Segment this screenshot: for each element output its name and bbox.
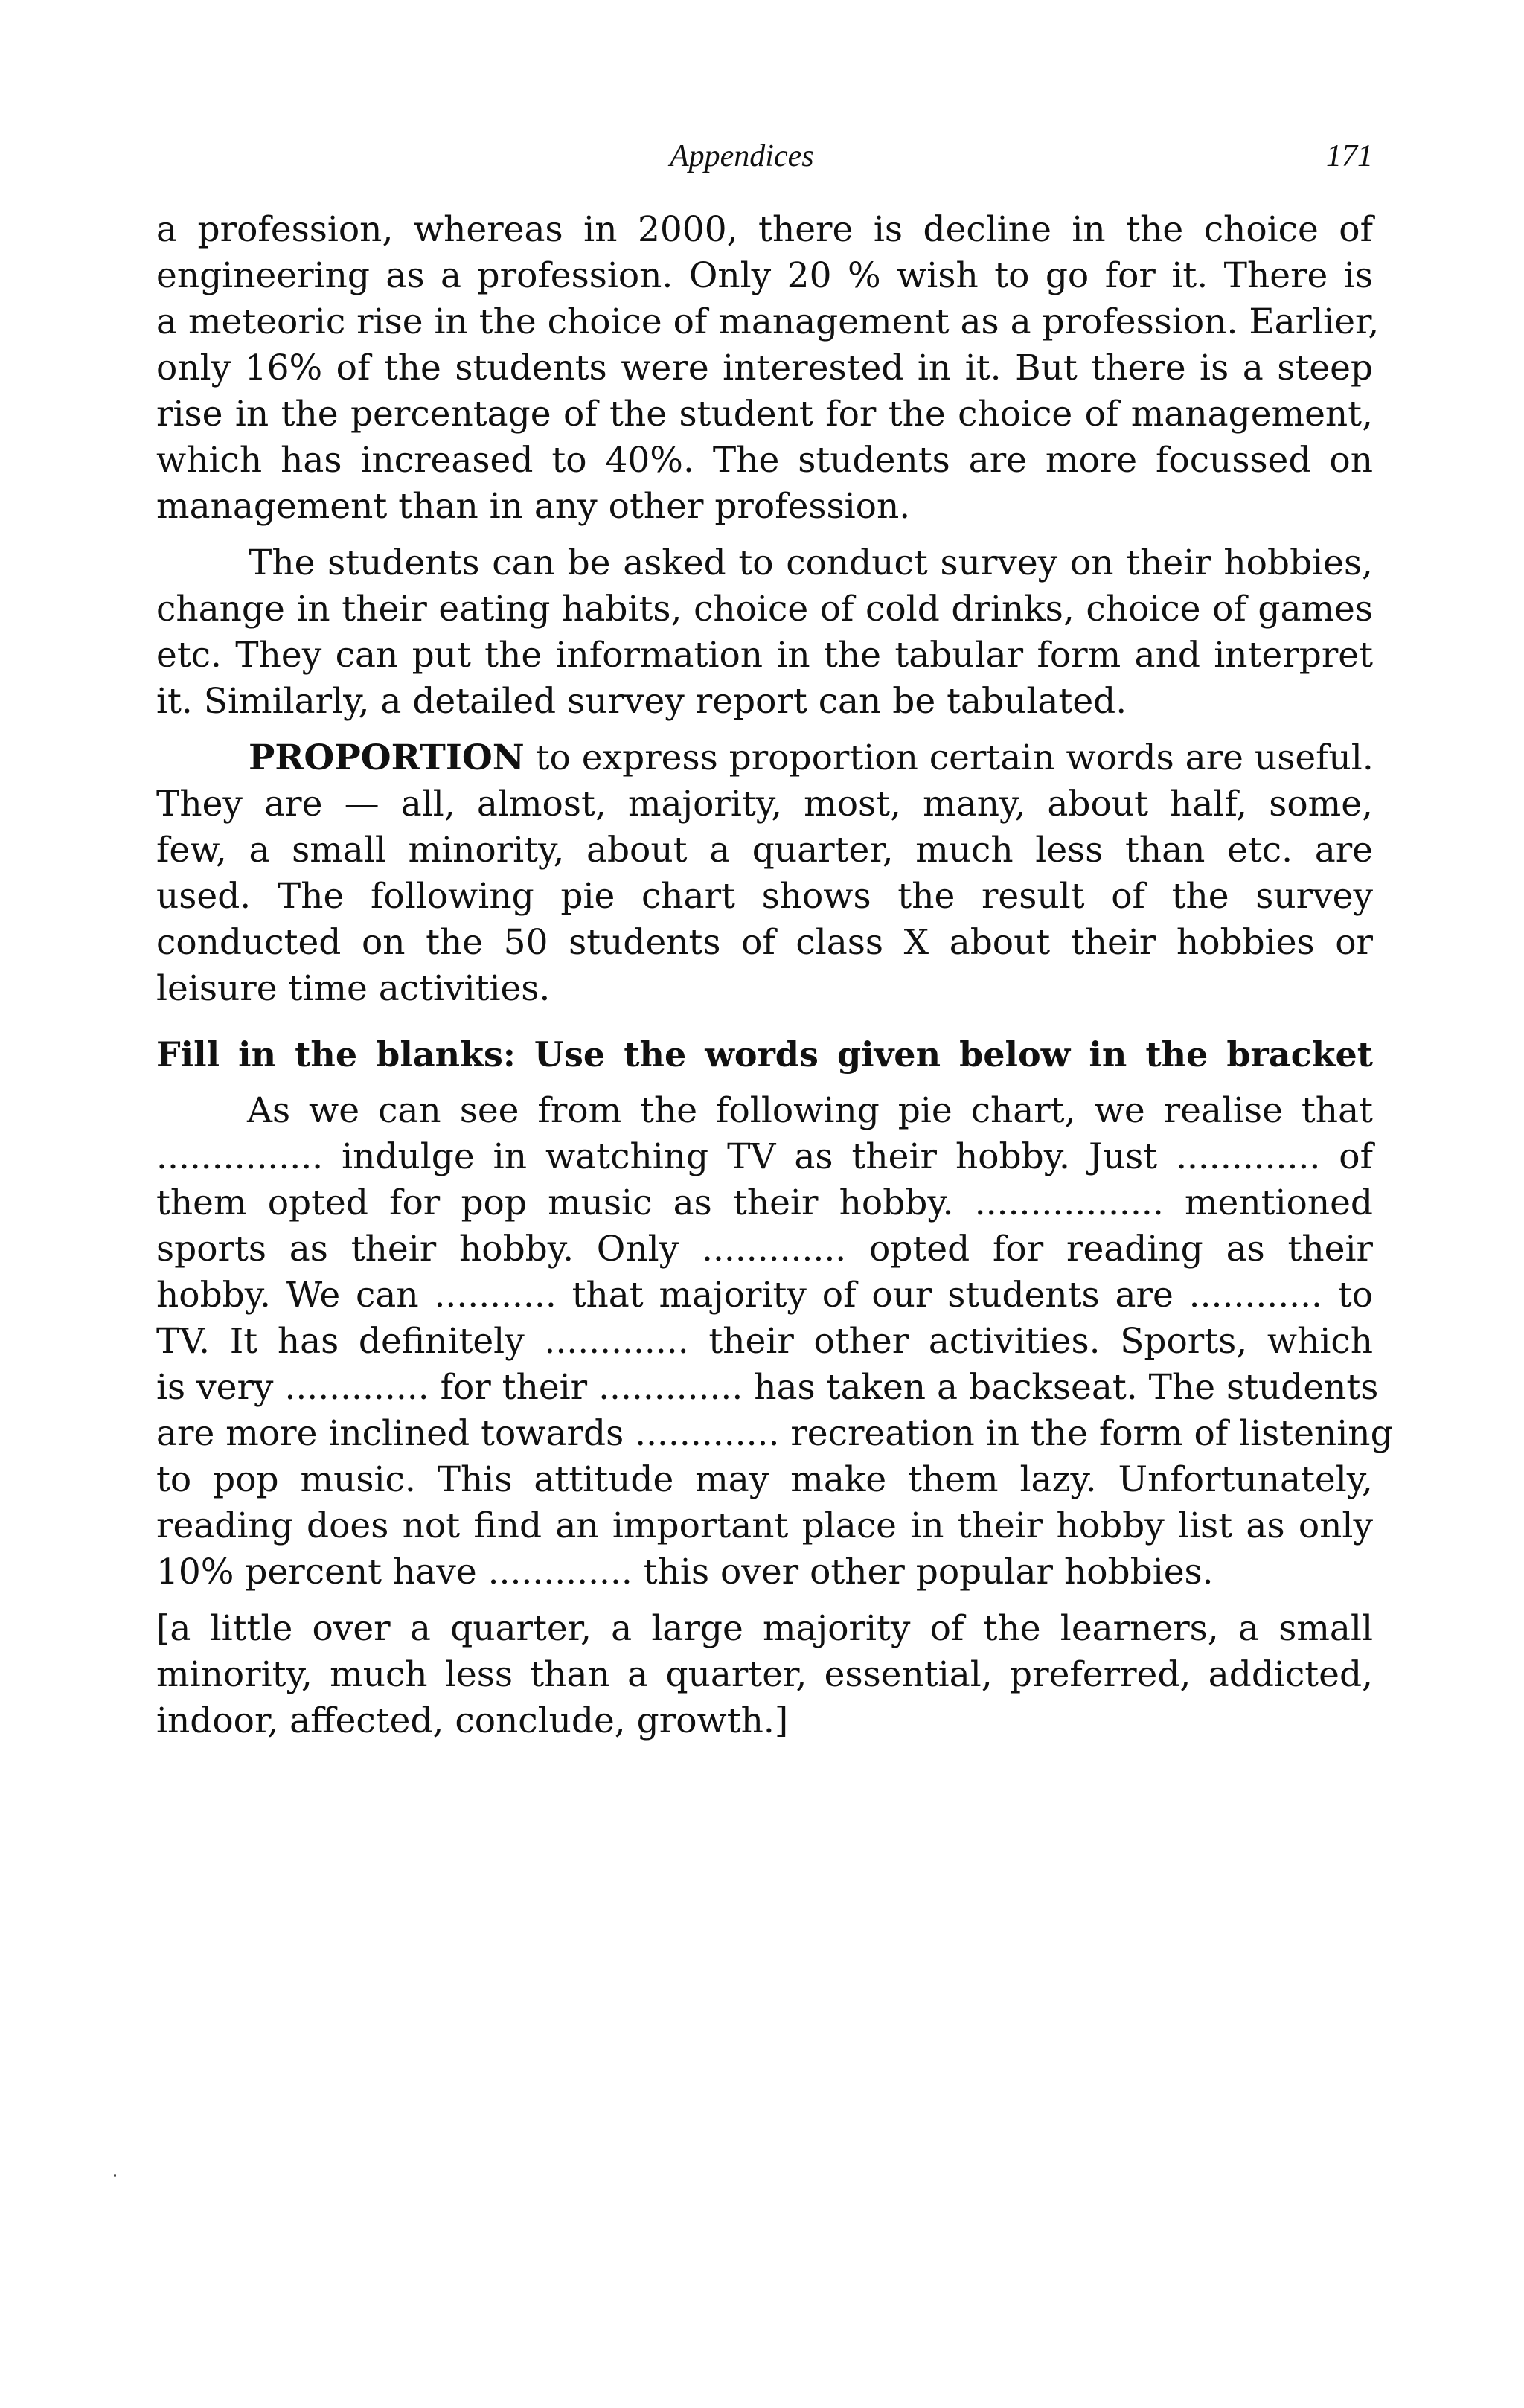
scan-speck	[114, 2174, 116, 2177]
text-line: etc. They can put the information in the tabular form and interpret	[156, 635, 1373, 676]
exercise-passage	[156, 1088, 1393, 1595]
text-line: The students can be asked to conduct survey on their hobbies,	[249, 542, 1373, 583]
paragraph-gap	[156, 530, 1373, 540]
text-line: They are — all, almost, majority, most, many, about half, some,	[156, 784, 1373, 824]
text-line: minority, much less than a quarter, essential, preferred, addicted,	[156, 1654, 1373, 1695]
text-line: a profession, whereas in 2000, there is decline in the choice of	[156, 209, 1373, 250]
text-line: As we can see from the following pie chart, we realise that	[247, 1090, 1373, 1131]
text-line: engineering as a profession. Only 20 % wish to go for it. There is	[156, 255, 1373, 296]
text-line: are more inclined towards ............. recreation in the form of listening	[156, 1413, 1393, 1454]
text-line: few, a small minority, about a quarter, much less than etc. are	[156, 830, 1373, 871]
text-line: ............... indulge in watching TV as their hobby. Just ............. of	[156, 1136, 1373, 1177]
text-line: to pop music. This attitude may make them lazy. Unfortunately,	[156, 1459, 1373, 1500]
paragraph-gap	[156, 1012, 1373, 1031]
text-line: them opted for pop music as their hobby. ................. mentioned	[156, 1182, 1373, 1223]
text-line	[156, 735, 1373, 781]
text-line: leisure time activities.	[156, 968, 551, 1009]
text-line: indoor, affected, conclude, growth.]	[156, 1700, 789, 1741]
text-line: used. The following pie chart shows the result of the survey	[156, 876, 1373, 917]
text-line: only 16% of the students were interested in it. But there is a steep	[156, 348, 1373, 388]
body-text	[156, 207, 1393, 1744]
text-line: hobby. We can ........... that majority of our students are ............ to	[156, 1275, 1373, 1316]
page-number: 171	[1326, 139, 1373, 173]
text-line: is very ............. for their ............. has taken a backseat. The students	[156, 1367, 1379, 1408]
paragraph-gap	[156, 725, 1373, 735]
proportion-term: PROPORTION	[249, 737, 525, 778]
word-bank	[156, 1606, 1373, 1744]
proportion-intro: to express proportion certain words are useful.	[524, 737, 1374, 778]
paragraph-gap	[156, 1595, 1373, 1606]
text-line: it. Similarly, a detailed survey report can be tabulated.	[156, 681, 1127, 722]
text-line: TV. It has definitely ............. their other activities. Sports, which	[156, 1321, 1373, 1362]
text-line: reading does not find an important place in their hobby list as only	[156, 1505, 1373, 1546]
text-line: management than in any other profession.	[156, 486, 911, 527]
paragraph-profession	[156, 207, 1380, 530]
text-line: a meteoric rise in the choice of management as a profession. Earlier,	[156, 301, 1380, 342]
running-head	[156, 138, 1373, 183]
exercise-heading: Fill in the blanks: Use the words given below in the bracket	[156, 1034, 1373, 1075]
text-line: [a little over a quarter, a large majority of the learners, a small	[156, 1608, 1373, 1649]
running-title: Appendices	[670, 139, 814, 173]
text-line: which has increased to 40%. The students are more focussed on	[156, 440, 1373, 481]
text-line: rise in the percentage of the student for the choice of management,	[156, 394, 1373, 435]
text-line: 10% percent have ............. this over other popular hobbies.	[156, 1552, 1214, 1592]
paragraph-survey	[156, 540, 1373, 725]
text-line: sports as their hobby. Only ............. opted for reading as their	[156, 1229, 1373, 1269]
paragraph-proportion	[156, 735, 1373, 1012]
paragraph-gap	[156, 1077, 1373, 1088]
text-line: change in their eating habits, choice of cold drinks, choice of games	[156, 589, 1373, 630]
text-line: conducted on the 50 students of class X about their hobbies or	[156, 922, 1373, 963]
